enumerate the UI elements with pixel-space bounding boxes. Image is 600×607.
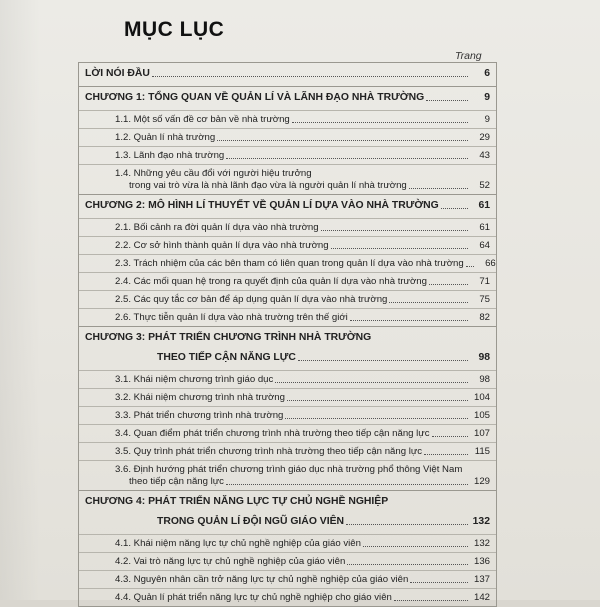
toc-subentry: [79, 290, 496, 308]
toc-entry-label: 3.2. Khái niệm chương trình nhà trường: [115, 392, 285, 403]
toc-subentry: [79, 272, 496, 290]
toc-section-preface: [79, 63, 496, 87]
table-of-contents: [78, 62, 497, 607]
dot-leader: [424, 454, 468, 455]
toc-entry-page: 52: [479, 180, 490, 191]
toc-subentry: [79, 110, 496, 128]
toc-subentry: [79, 460, 496, 490]
toc-entry-page: 137: [473, 574, 490, 585]
toc-entry-page: 64: [479, 240, 490, 251]
toc-chapter-heading: [79, 87, 496, 110]
toc-subentry: [79, 424, 496, 442]
toc-subentry: [79, 164, 496, 194]
dot-leader: [152, 76, 468, 77]
toc-section-chapter-1: [79, 87, 496, 195]
toc-entry-label: 3.3. Phát triển chương trình nhà trường: [115, 410, 284, 421]
toc-entry-page: 132: [473, 538, 490, 549]
dot-leader: [331, 248, 468, 249]
toc-entry-page: 9: [484, 114, 490, 125]
toc-section-chapter-4: [79, 491, 496, 607]
dot-leader: [226, 158, 468, 159]
dot-leader: [432, 436, 468, 437]
toc-entry-label: 3.6. Định hướng phát triển chương trình giáo dục nhà trường phổ thông Việt Nam: [115, 464, 463, 475]
toc-entry-label: 4.1. Khái niệm năng lực tự chủ nghề nghiệp của giáo viên: [115, 538, 361, 549]
toc-entry-label: 4.3. Nguyên nhân cần trở năng lực tự chủ nghề nghiệp của giáo viên: [115, 574, 409, 585]
dot-leader: [350, 320, 468, 321]
toc-entry-label: CHƯƠNG 4: PHÁT TRIỂN NĂNG LỰC TỰ CHỦ NGHỀ NGHIỆP: [85, 496, 389, 507]
dot-leader: [226, 484, 468, 485]
dot-leader: [285, 418, 468, 419]
toc-subentry: [79, 218, 496, 236]
toc-entry-label: 1.2. Quản lí nhà trường: [115, 132, 216, 143]
toc-subentry: [79, 254, 496, 272]
toc-entry: [79, 63, 496, 86]
toc-entry-label: CHƯƠNG 3: PHÁT TRIỂN CHƯƠNG TRÌNH NHÀ TRƯỜNG: [85, 332, 372, 343]
toc-section-chapter-3: [79, 327, 496, 491]
dot-leader: [298, 360, 468, 361]
toc-entry-page: 142: [473, 592, 490, 603]
toc-entry-label: CHƯƠNG 1: TỔNG QUAN VỀ QUẢN LÍ VÀ LÃNH ĐẠO NHÀ TRƯỜNG: [85, 92, 425, 103]
toc-entry-label: 1.1. Một số vấn đề cơ bản về nhà trường: [115, 114, 290, 125]
toc-subentry: [79, 370, 496, 388]
toc-entry-label: LỜI NÓI ĐẦU: [85, 68, 150, 79]
toc-entry-label: 2.5. Các quy tắc cơ bản để áp dụng quản lí dựa vào nhà trường: [115, 294, 388, 305]
toc-subentry: [79, 534, 496, 552]
toc-entry-page: 29: [479, 132, 490, 143]
toc-entry-page: 61: [479, 222, 490, 233]
toc-entry-page: 71: [479, 276, 490, 287]
toc-section-chapter-2: [79, 195, 496, 327]
toc-entry-page: 75: [479, 294, 490, 305]
toc-entry-label: 3.4. Quan điểm phát triển chương trình nhà trường theo tiếp cận năng lực: [115, 428, 430, 439]
toc-entry-page: 98: [478, 352, 490, 363]
toc-entry-label: 2.1. Bối cảnh ra đời quản lí dựa vào nhà trường: [115, 222, 319, 233]
toc-subentry: [79, 588, 496, 606]
toc-entry-page: 104: [473, 392, 490, 403]
toc-entry-label: 2.4. Các mối quan hệ trong ra quyết định của quản lí dựa vào nhà trường: [115, 276, 427, 287]
toc-entry-page: 107: [473, 428, 490, 439]
dot-leader: [347, 564, 468, 565]
toc-entry-page: 66: [485, 258, 496, 269]
toc-subentry: [79, 570, 496, 588]
toc-chapter-heading: [79, 195, 496, 218]
dot-leader: [321, 230, 468, 231]
toc-entry-page: 129: [473, 476, 490, 487]
toc-entry-page: 61: [478, 200, 490, 211]
toc-subentry: [79, 388, 496, 406]
toc-entry-page: 132: [472, 516, 490, 527]
toc-entry-label: 2.2. Cơ sở hình thành quản lí dựa vào nhà trường: [115, 240, 329, 251]
toc-entry-label: 1.3. Lãnh đạo nhà trường: [115, 150, 225, 161]
dot-leader: [394, 600, 468, 601]
toc-entry-label: 2.3. Trách nhiệm của các bên tham có liên quan trong quản lí dựa vào nhà trường: [115, 258, 464, 269]
toc-entry-label: 1.4. Những yêu cầu đổi với người hiệu trưởng: [115, 168, 312, 179]
toc-subentry: [79, 442, 496, 460]
page-title: MỤC LỤC: [124, 18, 225, 41]
toc-entry-label: CHƯƠNG 2: MÔ HÌNH LÍ THUYẾT VỀ QUẢN LÍ DỰA VÀO NHÀ TRƯỜNG: [85, 200, 439, 211]
dot-leader: [217, 140, 468, 141]
toc-entry-label-continued: THEO TIẾP CẬN NĂNG LỰC: [157, 352, 296, 363]
toc-entry-label-continued: TRONG QUẢN LÍ ĐỘI NGŨ GIÁO VIÊN: [157, 516, 345, 527]
dot-leader: [363, 546, 468, 547]
toc-chapter-heading: [79, 491, 496, 534]
toc-entry-label: 3.1. Khái niệm chương trình giáo dục: [115, 374, 274, 385]
toc-subentry: [79, 236, 496, 254]
toc-entry-page: 115: [474, 446, 490, 457]
toc-entry-label: 4.4. Quản lí phát triển năng lực tự chủ nghề nghiệp cho giáo viên: [115, 592, 392, 603]
dot-leader: [389, 302, 468, 303]
toc-subentry: [79, 406, 496, 424]
dot-leader: [275, 382, 468, 383]
dot-leader: [287, 400, 468, 401]
toc-entry-page: 105: [473, 410, 490, 421]
dot-leader: [346, 524, 468, 525]
toc-entry-label: 4.2. Vai trò năng lực tự chủ nghề nghiệp của giáo viên: [115, 556, 346, 567]
toc-subentry: [79, 128, 496, 146]
toc-entry-label: 3.5. Quy trình phát triển chương trình nhà trường theo tiếp cận năng lực: [115, 446, 423, 457]
toc-entry-page: 43: [479, 150, 490, 161]
toc-entry-page: 136: [473, 556, 490, 567]
toc-subentry: [79, 146, 496, 164]
toc-subentry: [79, 552, 496, 570]
dot-leader: [409, 188, 468, 189]
toc-entry-label-continued: theo tiếp cận năng lực: [129, 476, 224, 487]
toc-chapter-heading: [79, 327, 496, 370]
page-gutter-shadow: [0, 0, 40, 600]
dot-leader: [441, 208, 468, 209]
dot-leader: [426, 100, 468, 101]
dot-leader: [429, 284, 468, 285]
page-column-header: Trang: [455, 50, 482, 62]
dot-leader: [410, 582, 468, 583]
dot-leader: [466, 266, 474, 267]
toc-subentry: [79, 308, 496, 326]
toc-entry-page: 6: [484, 68, 490, 79]
toc-entry-label-continued: trong vai trò vừa là nhà lãnh đạo vừa là người quản lí nhà trường: [129, 180, 407, 191]
toc-entry-label: 2.6. Thực tiễn quản lí dựa vào nhà trường trên thế giới: [115, 312, 348, 323]
dot-leader: [292, 122, 468, 123]
toc-entry-page: 82: [479, 312, 490, 323]
toc-entry-page: 9: [484, 92, 490, 103]
toc-entry-page: 98: [479, 374, 490, 385]
